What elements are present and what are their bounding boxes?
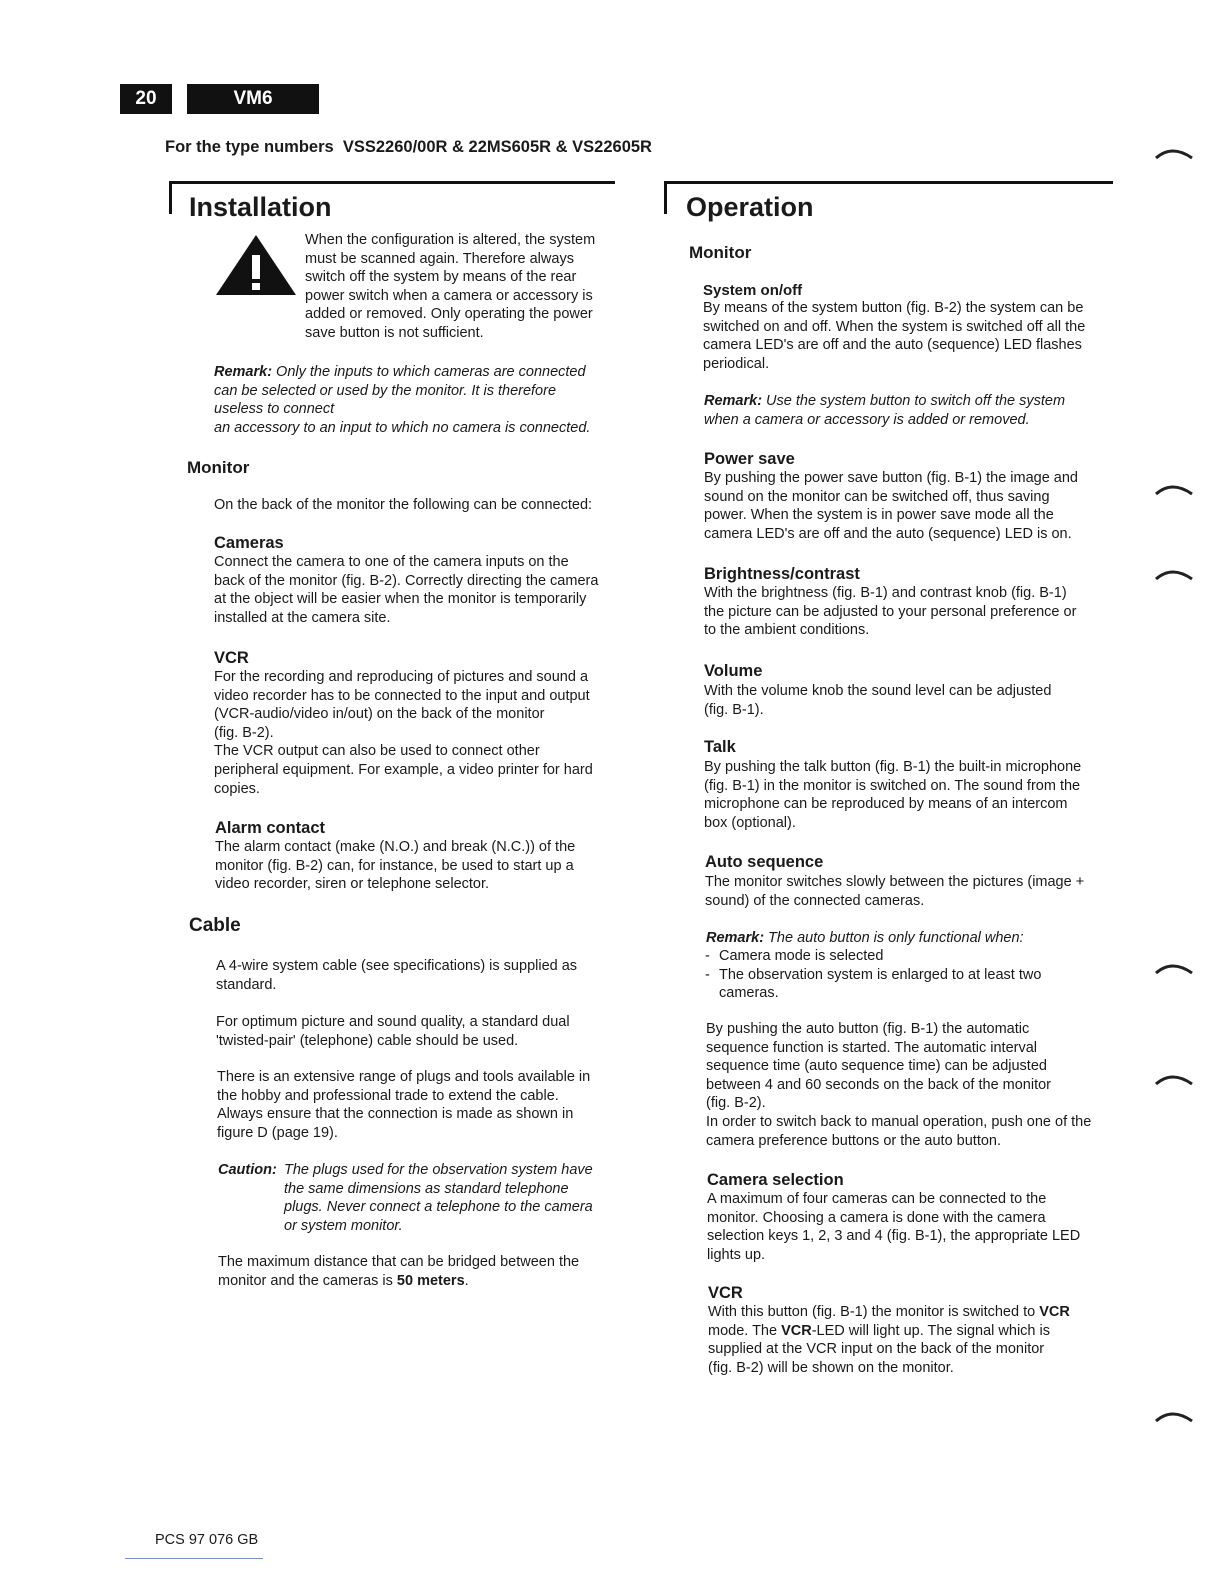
vcr-line2: mode. The: [708, 1322, 782, 1339]
alarm-heading: Alarm contact: [215, 819, 326, 837]
remark-label: Remark:: [214, 364, 273, 380]
brightness-text: With the brightness (fig. B-1) and contrast knob (fig. B-1) the picture can be adjusted to your personal preference or to the ambient conditions.: [704, 585, 1077, 639]
auto-sequence-text2: By pushing the auto button (fig. B-1) the automatic sequence function is started. The automatic interval sequence time (auto sequence time) can be adjusted between 4 and 60 seconds on the back of the monitor (fig. B-2). In order to switch back to manual operation, push one of the camera preference buttons or the auto button.: [706, 1021, 1092, 1149]
system-remark: [704, 392, 1104, 429]
volume-text: With the volume knob the sound level can be adjusted (fig. B-1).: [704, 683, 1052, 718]
vcr-line2-end: -LED will light up. The signal which is: [811, 1322, 1050, 1339]
cameras-text: Connect the camera to one of the camera inputs on the back of the monitor (fig. B-2). Correctly directing the camera at the object will be easier when the monitor is temporarily installed at the camera site.: [214, 554, 599, 626]
vcr-line1: With this button (fig. B-1) the monitor is switched to: [708, 1304, 1040, 1320]
list-item: - The observation system is enlarged to at least two cameras.: [705, 966, 1105, 1003]
distance-text: The maximum distance that can be bridged between the monitor and the cameras is: [218, 1254, 580, 1289]
page-number-badge: 20: [120, 84, 172, 114]
remark1-text: Use the system button to switch off the system when a camera or accessory is added or removed.: [704, 393, 1066, 428]
binder-mark-icon: [1152, 1068, 1198, 1088]
operation-title: Operation: [686, 192, 814, 222]
binder-mark-icon: [1152, 563, 1198, 583]
remark1-label: Remark:: [704, 393, 763, 409]
remark-text: Only the inputs to which cameras are connected can be selected or used by the monitor. It is therefore useless to connect an accessory to an input to which no camera is connected.: [214, 364, 591, 436]
operation-rule: [664, 181, 1113, 184]
auto-sequence-text: The monitor switches slowly between the pictures (image + sound) of the connected cameras.: [705, 874, 1085, 909]
alarm-text: The alarm contact (make (N.O.) and break (N.C.)) of the monitor (fig. B-2) can, for instance, be used to start up a video recorder, siren or telephone selector.: [215, 839, 576, 893]
binder-mark-icon: [1152, 1405, 1198, 1425]
auto-sequence-heading: Auto sequence: [705, 853, 824, 871]
warning-text: When the configuration is altered, the system must be scanned again. Therefore always switch off the system by means of the rear power switch when a camera or accessory is added or removed. Only operating the power save button is not sufficient.: [305, 232, 596, 341]
installation-title: Installation: [189, 192, 332, 222]
binder-mark-icon: [1152, 478, 1198, 498]
brightness-heading: Brightness/contrast: [704, 565, 860, 583]
monitor-heading: Monitor: [187, 458, 250, 477]
vcr-text: For the recording and reproducing of pictures and sound a video recorder has to be connected to the input and output (VCR-audio/video in/out) on the back of the monitor (fig. B-2). The VCR output can also be used to connect other peripheral equipment. For example, a video printer for hard copies.: [214, 669, 593, 797]
cable-p3: There is an extensive range of plugs and tools available in the hobby and professional trade to extend the cable. Always ensure that the connection is made as shown in figure D (page 19).: [217, 1069, 591, 1141]
model-badge: VM6: [187, 84, 319, 114]
document-code: PCS 97 076 GB: [155, 1532, 259, 1548]
installation-rule: [169, 181, 615, 184]
distance-end: .: [464, 1272, 469, 1289]
caution-text: The plugs used for the observation system have the same dimensions as standard telephone plugs. Never connect a telephone to the camera or system monitor.: [284, 1162, 593, 1234]
vcr-heading: VCR: [214, 649, 249, 667]
cameras-heading: Cameras: [214, 534, 284, 552]
camera-selection-text: A maximum of four cameras can be connected to the monitor. Choosing a camera is done with the camera selection keys 1, 2, 3 and 4 (fig. B-1), the appropriate LED lights up.: [707, 1191, 1081, 1263]
talk-heading: Talk: [704, 738, 736, 756]
remark2-text: The auto button is only functional when:: [764, 930, 1024, 946]
cable-p1: A 4-wire system cable (see specifications) is supplied as standard.: [216, 958, 578, 993]
installation-title-bar: [169, 182, 172, 214]
type-numbers-line: For the type numbers VSS2260/00R & 22MS605R & VS22605R: [165, 138, 652, 156]
installation-remark: [214, 363, 624, 437]
system-heading: System on/off: [703, 282, 803, 299]
remark2-label: Remark:: [706, 930, 765, 946]
list-item: - Camera mode is selected: [705, 947, 1105, 966]
binder-mark-icon: [1152, 957, 1198, 977]
power-save-heading: Power save: [704, 450, 795, 468]
vcr-rest: supplied at the VCR input on the back of the monitor (fig. B-2) will be shown on the monitor.: [708, 1341, 1045, 1376]
cable-distance: [218, 1253, 628, 1290]
op-vcr-heading: VCR: [708, 1284, 743, 1302]
system-text: By means of the system button (fig. B-2) the system can be switched on and off. When the system is switched off all the camera LED's are off and the auto (sequence) LED flashes periodical.: [703, 300, 1086, 372]
footer-underline: [125, 1558, 263, 1559]
warning-icon: [214, 233, 298, 297]
auto-remark: [706, 929, 1106, 948]
caution-label: Caution:: [218, 1162, 277, 1178]
talk-text: By pushing the talk button (fig. B-1) the built-in microphone (fig. B-1) in the monitor is switched on. The sound from the microphone can be reproduced by means of an intercom box (optional).: [704, 759, 1082, 831]
distance-value: 50 meters: [396, 1272, 465, 1289]
cable-heading: Cable: [189, 915, 241, 936]
cable-p2: For optimum picture and sound quality, a standard dual 'twisted-pair' (telephone) cable should be used.: [216, 1014, 570, 1049]
vcr-bold2: VCR: [781, 1322, 812, 1339]
op-vcr-text: [708, 1303, 1118, 1377]
operation-title-bar: [664, 182, 667, 214]
camera-selection-heading: Camera selection: [707, 1171, 844, 1189]
volume-heading: Volume: [704, 662, 763, 680]
op-monitor-heading: Monitor: [689, 243, 752, 262]
power-save-text: By pushing the power save button (fig. B-1) the image and sound on the monitor can be switched off, thus saving power. When the system is in power save mode all the camera LED's are off and the auto (sequence) LED is on.: [704, 470, 1078, 542]
auto-conditions-list: [705, 947, 1105, 1003]
binder-mark-icon: [1152, 142, 1198, 162]
monitor-intro: On the back of the monitor the following can be connected:: [214, 497, 593, 513]
vcr-bold1: VCR: [1039, 1304, 1070, 1320]
